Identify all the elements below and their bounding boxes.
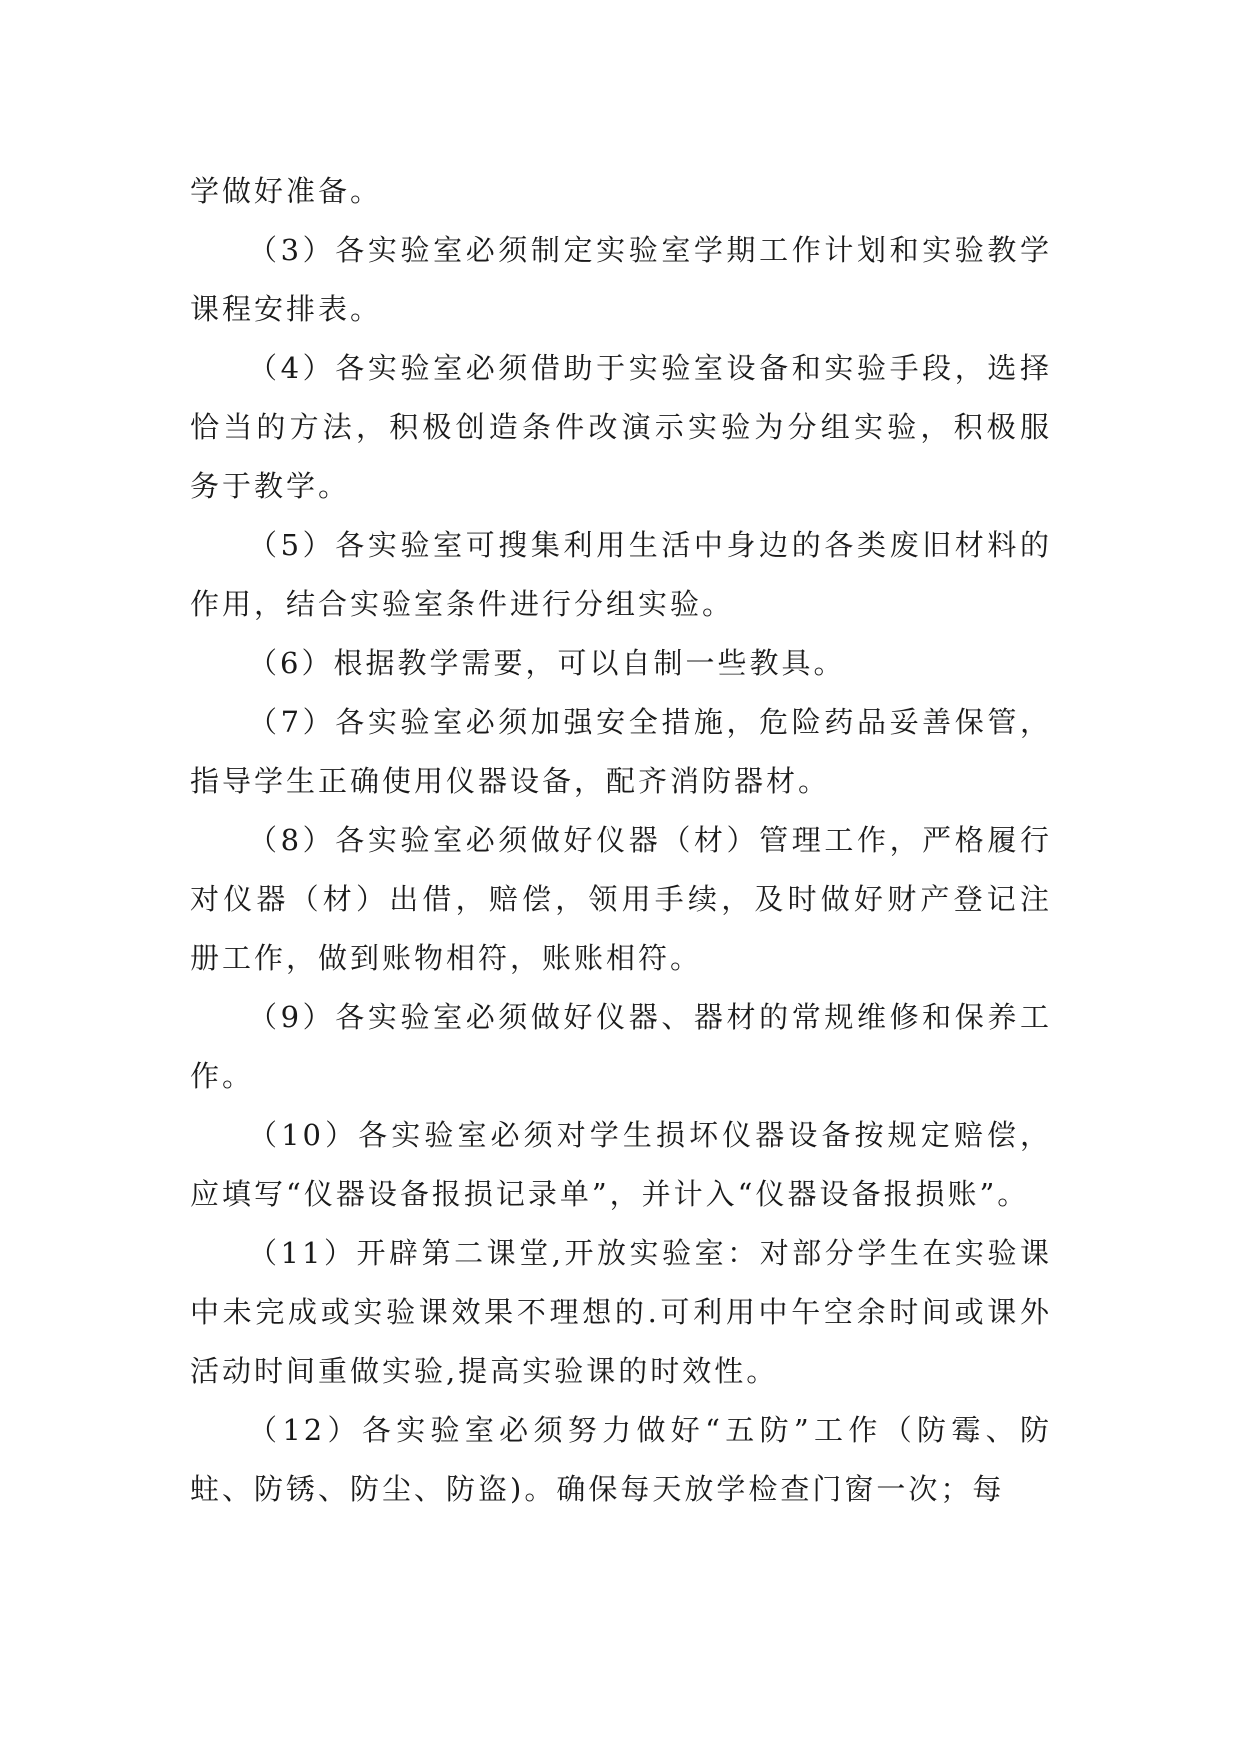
paragraph-item-3: （3）各实验室必须制定实验室学期工作计划和实验教学课程安排表。 bbox=[190, 233, 1052, 326]
paragraph-item-4: （4）各实验室必须借助于实验室设备和实验手段，选择恰当的方法，积极创造条件改演示实验为分组实验，积极服务于教学。 bbox=[190, 351, 1052, 503]
paragraph-item-9: （9）各实验室必须做好仪器、器材的常规维修和保养工作。 bbox=[190, 1000, 1052, 1093]
paragraph-item-11: （11）开辟第二课堂,开放实验室：对部分学生在实验课中未完成或实验课效果不理想的.可利用中午空余时间或课外活动时间重做实验,提高实验课的时效性。 bbox=[190, 1236, 1052, 1388]
paragraph-item-6: （6）根据教学需要，可以自制一些教具。 bbox=[248, 646, 846, 680]
paragraph-continuation: 学做好准备。 bbox=[190, 174, 383, 208]
paragraph-item-12: （12）各实验室必须努力做好“五防”工作（防霉、防蛀、防锈、防尘、防盗)。确保每天放学检查门窗一次；每 bbox=[190, 1413, 1052, 1506]
paragraph-item-5: （5）各实验室可搜集利用生活中身边的各类废旧材料的作用，结合实验室条件进行分组实验。 bbox=[190, 528, 1052, 621]
paragraph-item-7: （7）各实验室必须加强安全措施，危险药品妥善保管，指导学生正确使用仪器设备，配齐消防器材。 bbox=[190, 705, 1052, 798]
paragraph-item-8: （8）各实验室必须做好仪器（材）管理工作，严格履行对仪器（材）出借，赔偿，领用手续，及时做好财产登记注册工作，做到账物相符，账账相符。 bbox=[190, 823, 1052, 975]
paragraph-item-10: （10）各实验室必须对学生损坏仪器设备按规定赔偿，应填写“仪器设备报损记录单”，并计入“仪器设备报损账”。 bbox=[190, 1118, 1052, 1211]
document-body bbox=[190, 162, 1052, 1519]
